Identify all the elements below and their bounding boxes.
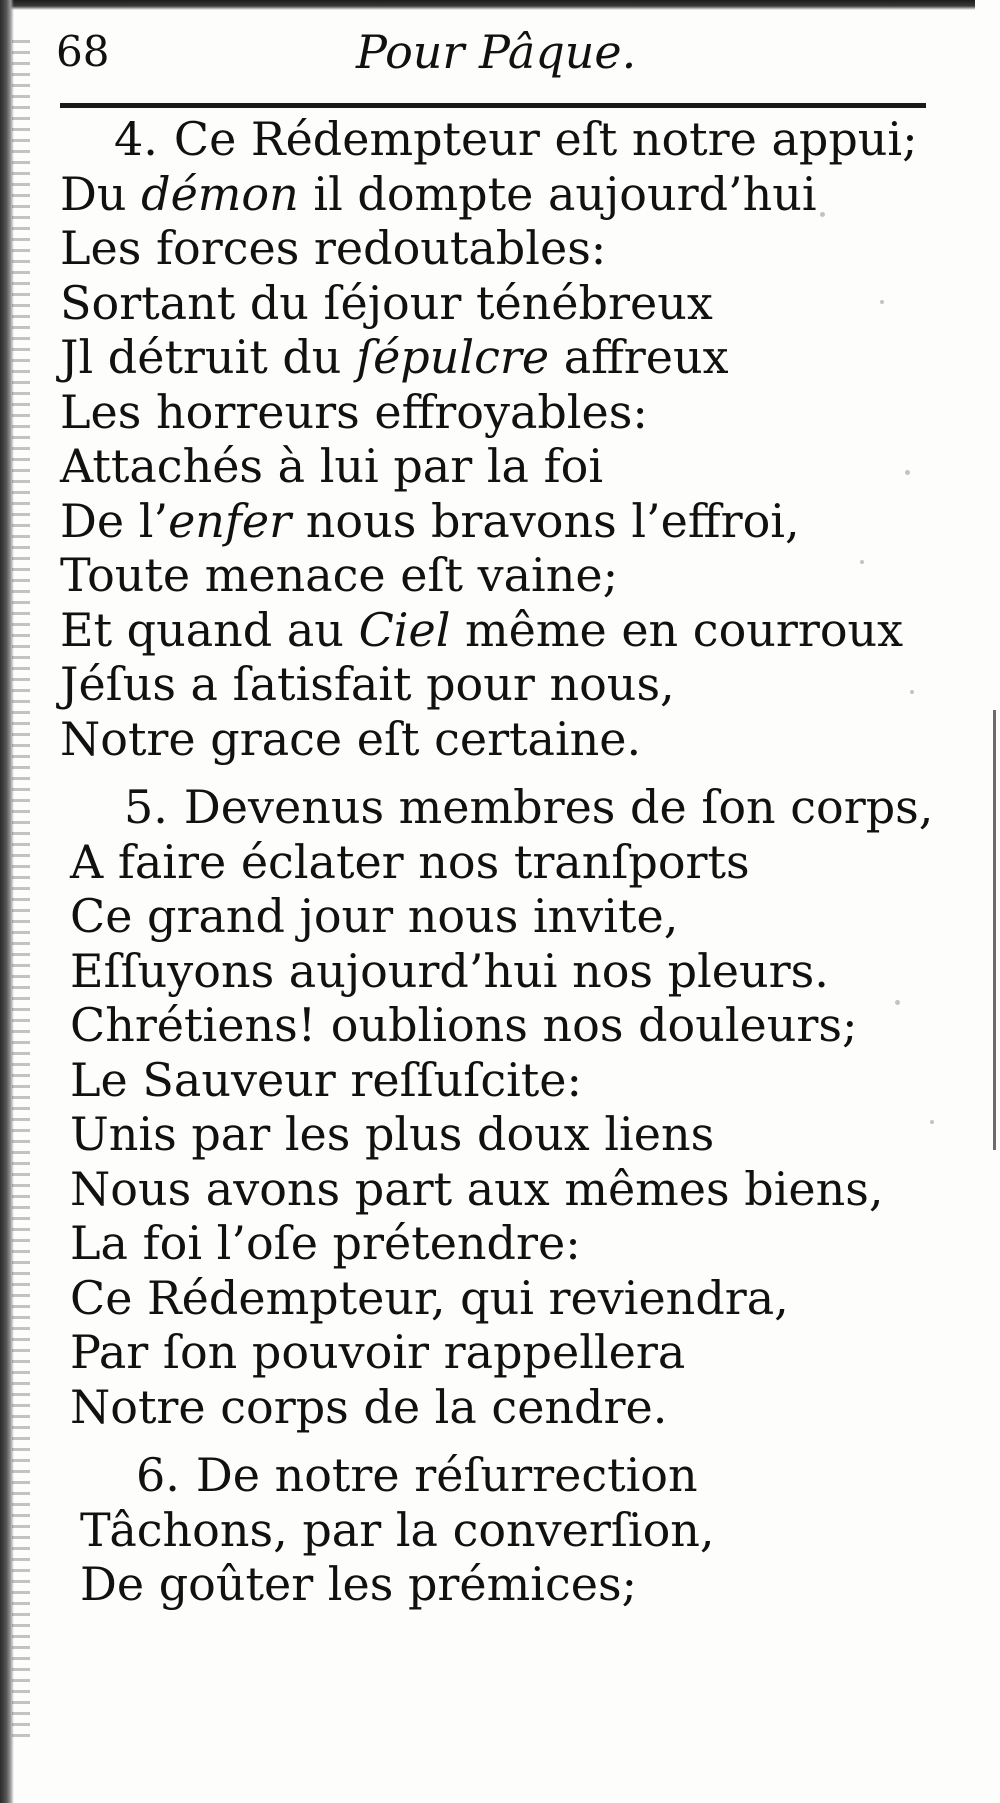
verse-text: Ce Rédempteur eſt notre appui; [173,112,918,166]
verse-italic-word: démon [141,166,299,221]
stanza-number: 4. [114,112,158,166]
verse-text: Jéſus a ſatisfait pour nous, [60,657,675,711]
verse-text: Le Sauveur reſſuſcite: [70,1052,582,1107]
verse-text: Jl détruit du [60,330,357,384]
verse-line [70,1380,1000,1435]
verse-line [70,998,1000,1053]
verse-text: Les horreurs effroyables: [60,384,648,439]
verse-line [70,1271,1000,1326]
running-title: Pour Pâque. [356,25,637,79]
verse-text: nous bravons l’effroi, [291,493,800,548]
verse-line [60,330,1000,385]
verse-text: Par ſon pouvoir rappellera [70,1325,686,1379]
verse-line [60,439,1000,494]
verse-line [70,1053,1000,1108]
verse-text: Du [60,166,142,221]
verse-italic-word: enfer [168,493,292,548]
scan-speck [820,212,825,217]
header-rule [60,103,926,108]
verse-line [70,1162,1000,1217]
scan-speck [910,690,914,694]
verse-text: Devenus membres de ſon corps, [183,780,934,834]
stanza-number: 6. [136,1448,180,1502]
verse-text: Ce grand jour nous invite, [70,889,679,943]
verse-text: Et quand au [60,602,359,657]
stanza-6 [80,1448,1000,1612]
verse-line [70,1107,1000,1162]
scan-speck [860,560,864,564]
scan-speck [880,300,884,304]
verse-line [70,780,1000,835]
verse-line [80,1448,1000,1503]
verse-line [60,112,1000,167]
stanza-number: 5. [124,780,168,834]
verse-text: De goûter les prémices; [80,1557,638,1611]
verse-text: même en courroux [450,602,904,657]
verse-text: La foi l’oſe prétendre: [70,1216,581,1270]
verse-italic-word: ſépulcre [356,330,550,384]
verse-line [70,944,1000,999]
verse-text: Les forces redoutables: [60,221,607,275]
stanza-5 [70,780,1000,1434]
running-head [56,24,936,84]
verse-line [60,385,1000,440]
verse-line [60,712,1000,767]
verse-text: Attachés à lui par la foi [60,439,604,493]
stanza-4 [60,112,1000,766]
verse-line [70,1325,1000,1380]
verse-text: A faire éclater nos tranſports [70,834,750,889]
verse-text: affreux [549,330,729,384]
verse-line [60,657,1000,712]
verse-line [70,835,1000,890]
verse-text: Ce Rédempteur, qui reviendra, [70,1270,789,1325]
verse-line [80,1503,1000,1558]
verse-text: Unis par les plus doux liens [70,1107,715,1161]
verse-line [60,603,1000,658]
verse-text: Sortant du ſéjour ténébreux [60,275,713,330]
verse-line [70,889,1000,944]
verse-text: Toute menace eſt vaine; [60,548,619,602]
verse-text: Eſſuyons aujourd’hui nos pleurs. [70,943,829,998]
verse-text: Tâchons, par la converſion, [80,1502,715,1557]
scan-speck [930,1120,934,1124]
verse-text: De l’ [60,493,169,548]
scan-speck [895,1000,900,1005]
hymn-text [0,112,1000,1612]
verse-text: il dompte aujourd’hui [298,166,817,221]
verse-text: Chrétiens! oublions nos douleurs; [70,998,858,1052]
page-number: 68 [56,27,110,76]
verse-text: De notre réſurrection [195,1448,698,1502]
scan-top-edge [0,0,975,10]
verse-text: Nous avons part aux mêmes biens, [70,1161,884,1216]
verse-line [60,548,1000,603]
verse-line [80,1557,1000,1612]
verse-line [60,494,1000,549]
verse-text: Notre corps de la cendre. [70,1379,668,1434]
verse-line [60,167,1000,222]
scan-speck [905,470,910,475]
verse-line [70,1216,1000,1271]
verse-text: Notre grace eſt certaine. [60,711,642,766]
verse-line [60,221,1000,276]
verse-italic-word: Ciel [358,602,451,657]
verse-line [60,276,1000,331]
